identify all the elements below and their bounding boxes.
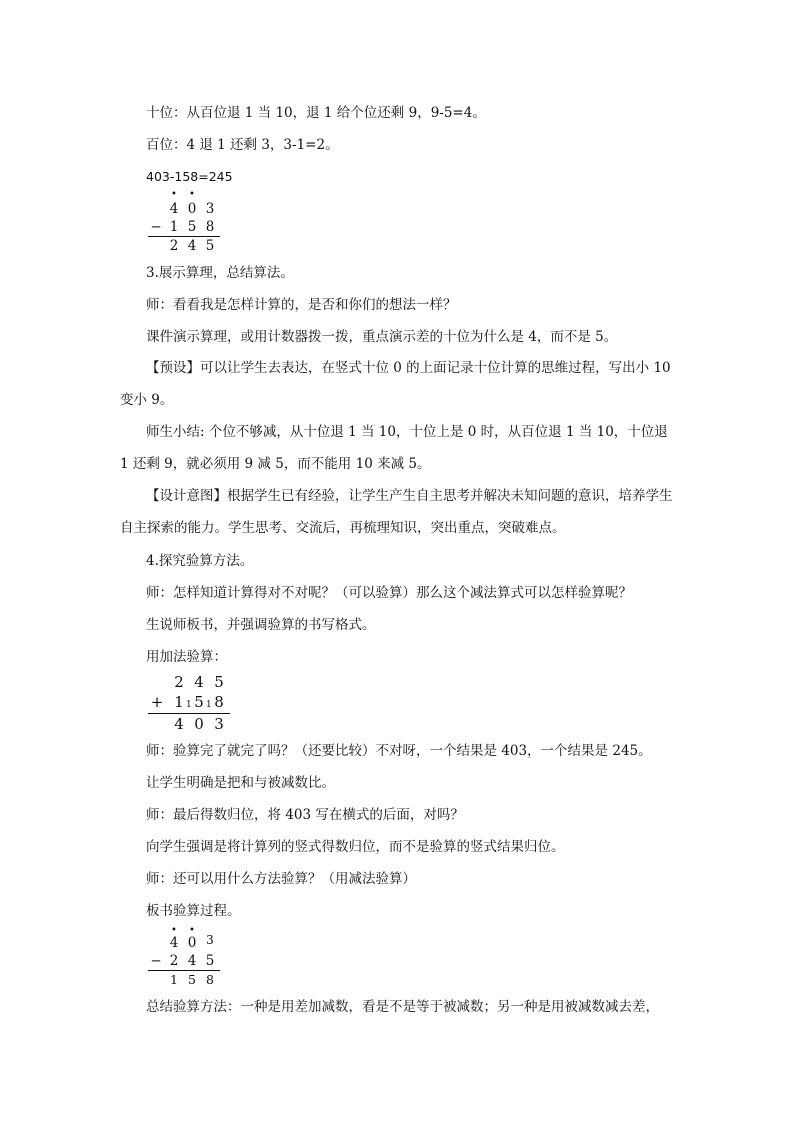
operator: − (150, 953, 162, 969)
digit: 5 (214, 673, 224, 691)
digit: 0 (194, 715, 204, 733)
text-line: 板书验算过程。 (146, 903, 241, 919)
text-line: 十位：从百位退 1 当 10，退 1 给个位还剩 9，9-5=4。 (146, 105, 486, 121)
section-heading: 3.展示算理，总结算法。 (146, 265, 294, 281)
text-line: 生说师板书，并强调验算的书写格式。 (146, 617, 376, 633)
digit: 5 (194, 693, 204, 711)
digit: 1 (169, 219, 179, 235)
digit: 4 (169, 935, 179, 951)
digit: 4 (169, 201, 179, 217)
digit: 5 (205, 238, 215, 254)
text-line: 师：验算完了就完了吗？（还要比较）不对呀，一个结果是 403，一个结果是 245。 (146, 743, 652, 759)
borrow-dot: • (189, 189, 195, 200)
text-line: 让学生明确是把和与被减数比。 (146, 775, 335, 791)
digit: 2 (169, 953, 179, 969)
digit: 0 (187, 935, 197, 951)
digit: 3 (206, 933, 214, 947)
digit: 1 (170, 972, 178, 987)
text-line: 百位：4 退 1 还剩 3，3-1=2。 (146, 137, 339, 153)
text-line: 用加法验算： (146, 649, 227, 665)
digit: 8 (205, 219, 215, 235)
text-line: 师：还可以用什么方法验算？（用减法验算） (146, 871, 416, 887)
paragraph: 师生小结: 个位不够减，从十位退 1 当 10，十位上是 0 时，从百位退 1 当 10，十位退 1 还剩 9，就必须用 9 减 5，而不能用 10 来减 5。 (120, 424, 668, 472)
digit: 3 (205, 201, 215, 217)
digit: 2 (174, 673, 184, 691)
digit: 4 (187, 238, 197, 254)
digit: 5 (187, 219, 197, 235)
digit: 0 (187, 201, 197, 217)
carry-mark: 1 (186, 700, 192, 710)
text-line: 师：看看我是怎样计算的，是否和你们的想法一样？ (146, 297, 457, 313)
carry-mark: 1 (206, 700, 212, 710)
borrow-dot: • (171, 189, 177, 200)
digit: 4 (174, 715, 184, 733)
borrow-dot: • (189, 925, 195, 936)
text-line: 课件演示算理，或用计数器拨一拨，重点演示差的十位为什么是 4，而不是 5。 (146, 329, 618, 345)
digit: 5 (205, 953, 215, 969)
paragraph: 【预设】可以让学生去表达，在竖式十位 0 的上面记录十位计算的思维过程，写出小 10 变小 9。 (120, 360, 671, 408)
text-line: 师：怎样知道计算得对不对呢？（可以验算）那么这个减法算式可以怎样验算呢？ (146, 585, 632, 601)
digit: 8 (206, 972, 214, 987)
digit: 4 (194, 673, 204, 691)
digit: 3 (214, 715, 224, 733)
digit: 4 (187, 953, 197, 969)
digit: 5 (188, 972, 196, 987)
operator: + (150, 693, 164, 711)
paragraph: 【设计意图】根据学生已有经验，让学生产生自主思考并解决未知问题的意识，培养学生自主探索的能力。学生思考、交流后，再梳理知识，突出重点，突破难点。 (120, 488, 673, 536)
text-line: 师：最后得数归位，将 403 写在横式的后面，对吗？ (146, 807, 464, 823)
digit: 2 (169, 238, 179, 254)
section-heading: 4.探究验算方法。 (146, 553, 254, 569)
operator: − (150, 219, 162, 235)
equation-line: 403-158=245 (146, 169, 233, 184)
digit: 8 (214, 693, 224, 711)
borrow-dot: • (171, 925, 177, 936)
text-line: 总结验算方法：一种是用差加减数，看是不是等于被减数；另一种是用被减数减去差， (146, 999, 659, 1015)
digit: 1 (174, 693, 184, 711)
text-line: 向学生强调是将计算列的竖式得数归位，而不是验算的竖式结果归位。 (146, 839, 565, 855)
